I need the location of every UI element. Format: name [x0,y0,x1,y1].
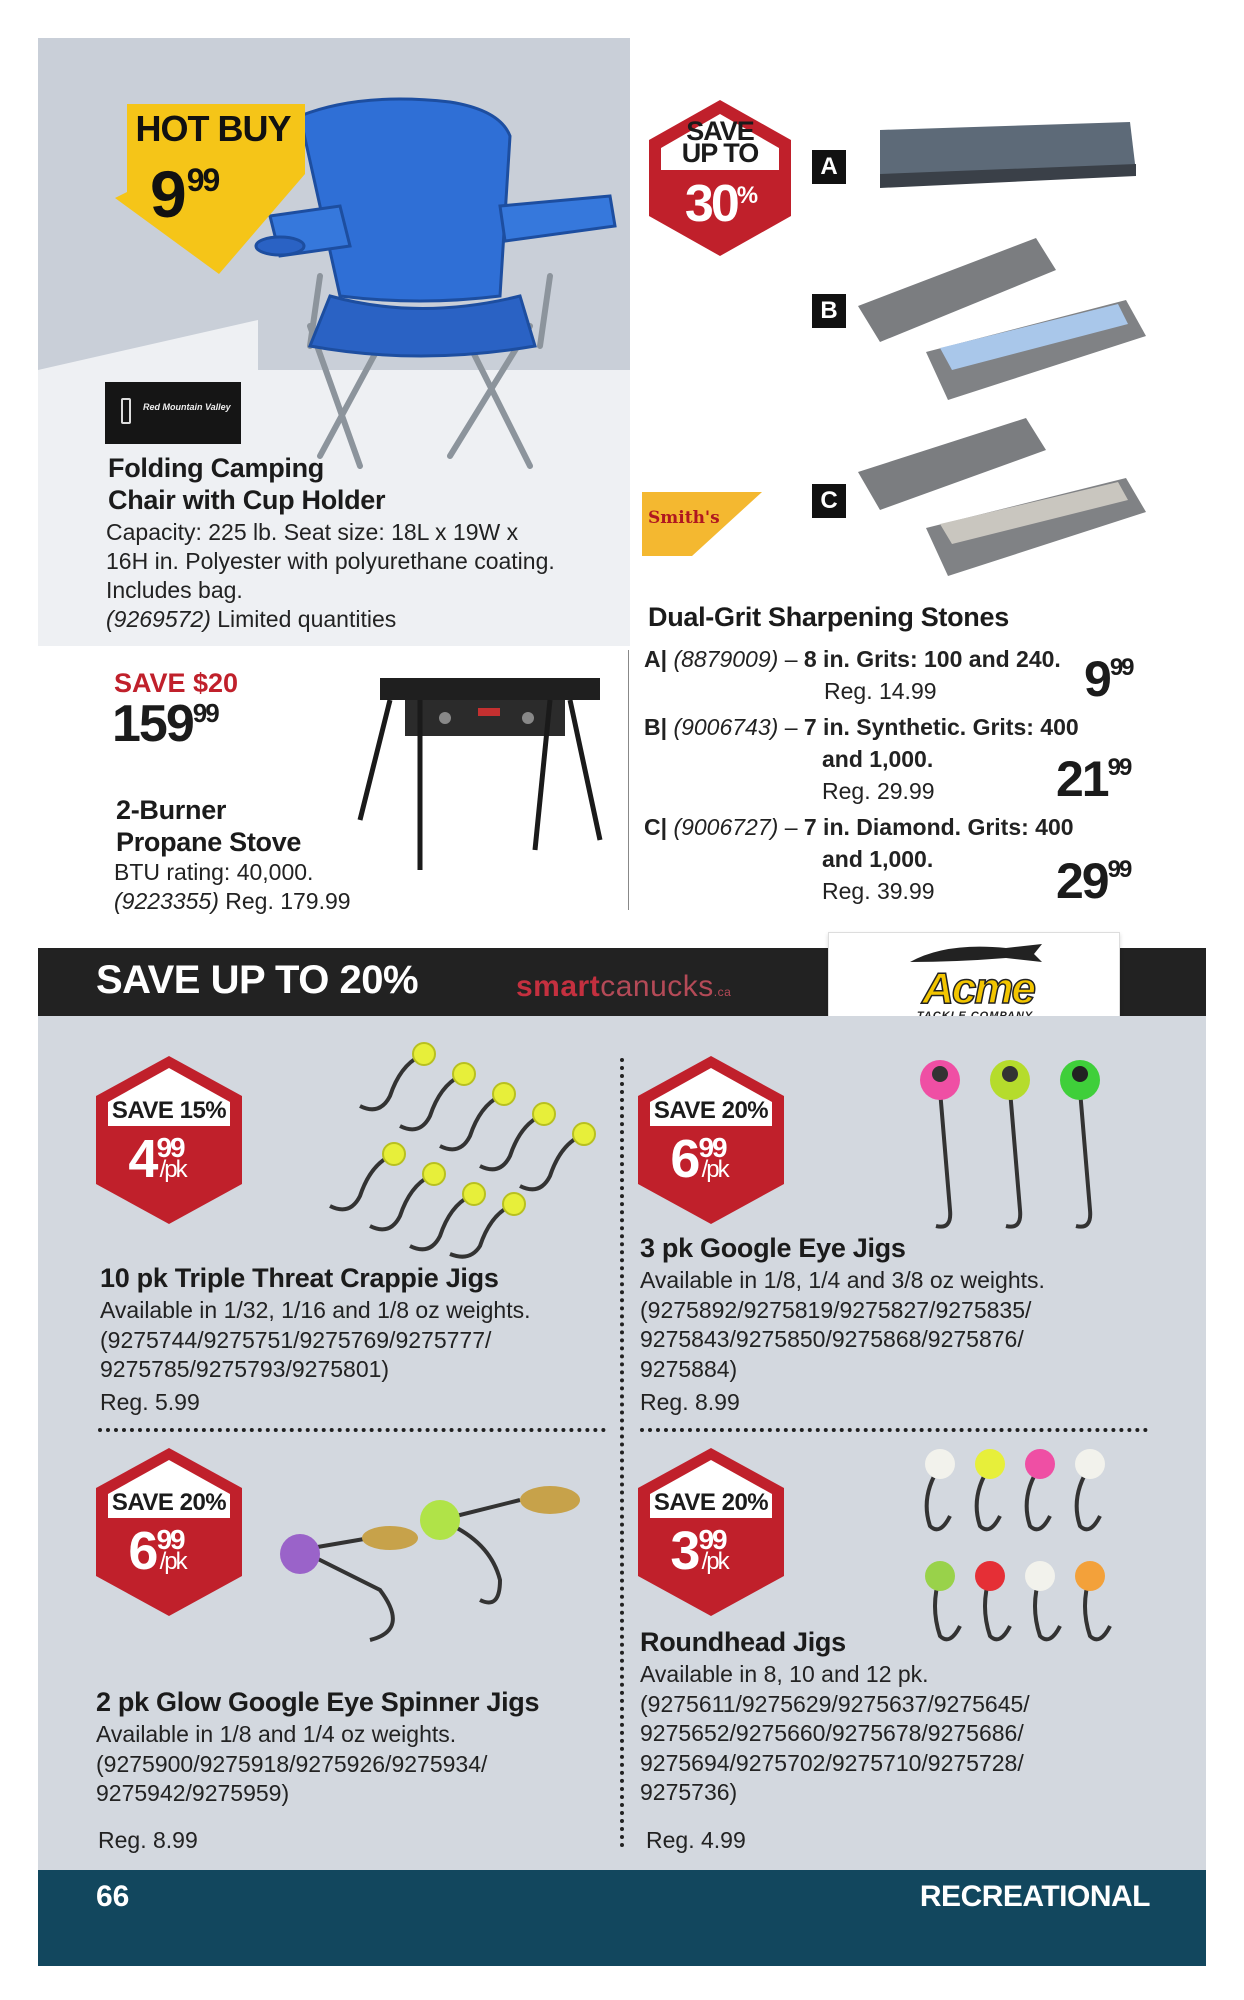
horizontal-dotted-divider-left [98,1428,606,1432]
stone-b-row-cont: and 1,000. [822,746,934,772]
horizontal-dotted-divider-right [640,1428,1148,1432]
jig-2-reg: Reg. 8.99 [640,1389,740,1415]
vertical-dotted-divider [620,1058,624,1848]
red-mountain-valley-logo: Red Mountain Valley [105,382,241,444]
jig-1-title: 10 pk Triple Threat Crappie Jigs [100,1263,499,1293]
stone-a-reg: Reg. 14.99 [824,678,937,704]
section-name: RECREATIONAL [919,1880,1150,1913]
tree-icon [121,398,131,424]
roundhead-jigs-image [910,1436,1120,1656]
stone-a-image [860,118,1145,198]
hotbuy-price [150,156,218,232]
jig-3-description: Available in 1/8 and 1/4 oz weights. (9275900/9275918/9275926/9275934/ 9275942/9275959) [96,1721,488,1806]
jig-2-price: $6^{99}/pk$ [670,1129,728,1189]
jig-1-reg: Reg. 5.99 [100,1389,200,1415]
save-30-label: SAVE UP TO [681,116,759,168]
jig-4-reg: Reg. 4.99 [646,1827,746,1853]
hotbuy-price-cents: 99 [186,162,219,198]
jig-4-save: SAVE 20% [653,1489,769,1516]
stone-c-reg: Reg. 39.99 [822,878,935,904]
propane-stove-image [350,670,610,890]
spinner-jigs-image [260,1470,580,1670]
hotbuy-price-dollars: 9 [150,157,185,231]
hotbuy-label: HOT BUY [135,108,291,149]
stone-b-reg: Reg. 29.99 [822,778,935,804]
smiths-logo-text: Smith's [648,508,720,528]
stove-description: BTU rating: 40,000. (9223355) Reg. 179.99 [114,859,351,914]
stone-c-row-cont: and 1,000. [822,846,934,872]
page-number: 66 [96,1880,130,1913]
stone-b-price: $21^{99}$ [1056,751,1131,807]
stone-c-price: $29^{99}$ [1056,853,1131,909]
stone-a-price: $9^{99}$ [1084,651,1133,707]
jig-3-price: $6^{99}/pk$ [128,1521,186,1581]
jig-2-title: 3 pk Google Eye Jigs [640,1233,906,1263]
jig-2-description: Available in 1/8, 1/4 and 3/8 oz weights. (9275892/9275819/9275827/9275835/ 9275843/9275850/9275868/9275876/ 9275884) [640,1267,1045,1382]
jig-1-save: SAVE 15% [111,1097,227,1124]
stone-a-letter: A [812,150,846,184]
stone-c-letter: C [812,484,846,518]
stone-c-image [856,412,1146,588]
jig-3-reg: Reg. 8.99 [98,1827,198,1853]
jig-4-title: Roundhead Jigs [640,1627,846,1657]
jig-4-description: Available in 8, 10 and 12 pk. (9275611/9275629/9275637/9275645/ 9275652/9275660/9275678/9275686/ 9275694/9275702/9275710/9275728/ 9275736) [640,1661,1030,1805]
jig-1-price: $4^{99}/pk$ [128,1129,186,1189]
chair-title: Folding Camping Chair with Cup Holder [108,453,386,515]
watermark: smartcanucks.ca [516,970,732,1003]
stone-a-row: A| (8879009) – 8 in. Grits: 100 and 240. [644,646,1061,672]
stove-title: 2-Burner Propane Stove [116,795,302,857]
google-eye-jigs-image [900,1050,1140,1240]
stone-c-row: C| (9006727) – 7 in. Diamond. Grits: 400 [644,814,1074,840]
jig-3-title: 2 pk Glow Google Eye Spinner Jigs [96,1687,540,1717]
jig-1-description: Available in 1/32, 1/16 and 1/8 oz weights. (9275744/9275751/9275769/9275777/ 9275785/9275793/9275801) [100,1297,531,1382]
stone-b-letter: B [812,294,846,328]
stove-save-label: SAVE $20 [114,668,239,698]
folding-chair-image [250,96,630,476]
stove-price: $159^{99}$ [112,695,218,753]
chair-description: Capacity: 225 lb. Seat size: 18L x 19W x 16H in. Polyester with polyurethane coating. Includes bag. [106,519,555,603]
banner-title: SAVE UP TO 20% [96,958,419,1002]
chair-sku-line: (9269572) Limited quantities [106,606,397,632]
acme-logo-name: Acme [922,964,1034,1013]
jig-3-save: SAVE 20% [111,1489,227,1516]
stones-title: Dual-Grit Sharpening Stones [648,602,1009,632]
vertical-divider [628,650,629,910]
stone-b-image [856,232,1146,412]
stone-b-row: B| (9006743) – 7 in. Synthetic. Grits: 400 [644,714,1079,740]
jig-2-save: SAVE 20% [653,1097,769,1124]
jig-4-price: $3^{99}/pk$ [670,1521,728,1581]
save-30-value: 30% [684,175,756,233]
crappie-jigs-image [300,1036,600,1266]
